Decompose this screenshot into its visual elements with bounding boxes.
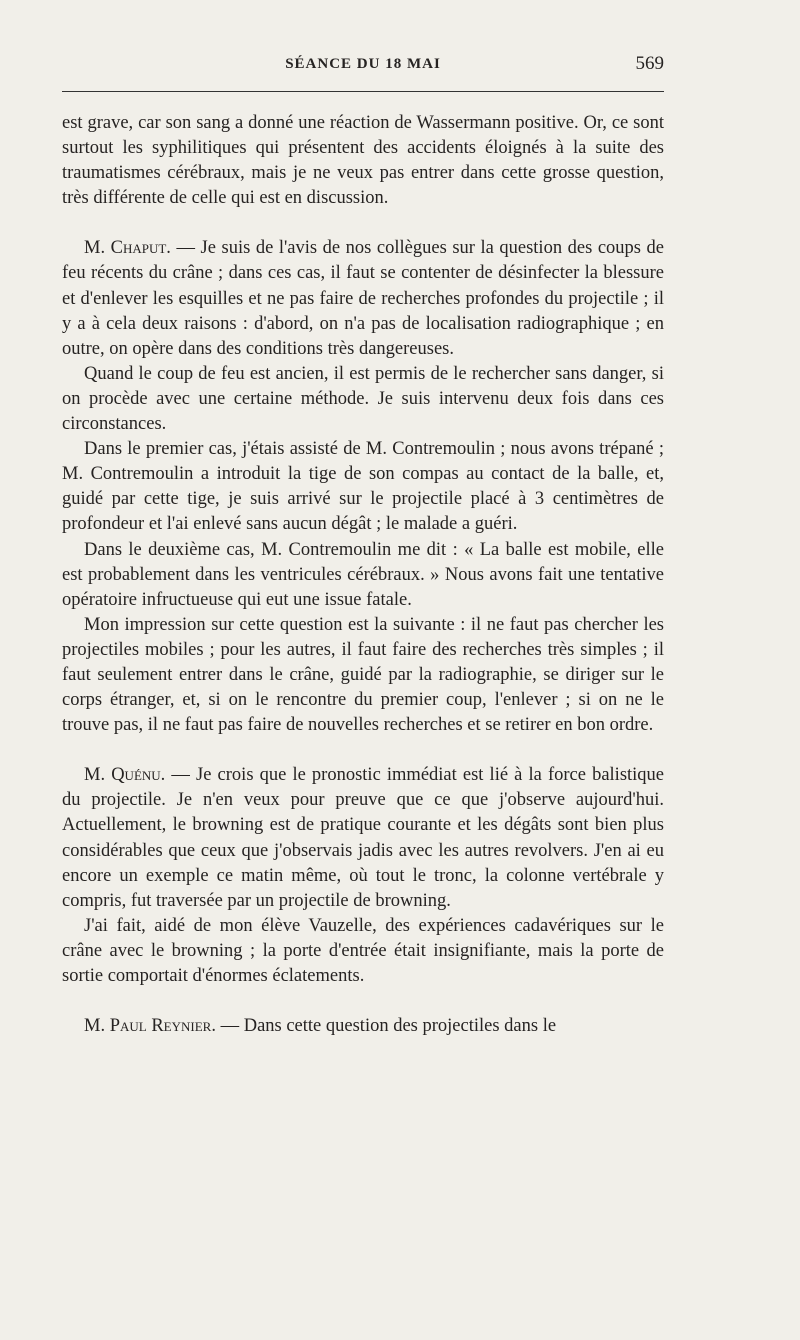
page-body [62,111,664,1039]
paragraph-quenu [62,763,664,914]
paragraph [62,362,664,437]
paragraph [62,613,664,738]
speaker-name: M. Quénu. [84,765,166,786]
header-rule [62,91,664,92]
paragraph-text: J'ai fait, aidé de mon élève Vauzelle, des expériences cadavériques sur le crâne avec le browning ; la porte d'entrée était insignifiante, mais la porte de sortie comportait d'énormes éclatements. [62,915,664,986]
paragraph-chaput [62,236,664,361]
paragraph-continuation [62,111,664,211]
paragraph-text: — Dans cette question des projectiles dans le [215,1016,557,1037]
paragraph [62,437,664,537]
paragraph [62,914,664,989]
paragraph-text: Mon impression sur cette question est la suivante : il ne faut pas chercher les projectiles mobiles ; pour les autres, il faut faire des recherches très simples ; il faut seulement entrer dans le crâne, guidé par la radiographie, se diriger sur le corps étranger, et, si on le rencontre du premier coup, l'enlever ; si on ne le trouve pas, il ne faut pas faire de nouvelles recherches et se retirer en bon ordre. [62,614,664,736]
page-number: 569 [635,53,664,74]
paragraph-reynier [62,1014,664,1039]
paragraph [62,538,664,613]
paragraph-text: — Je suis de l'avis de nos collègues sur la question des coups de feu récents du crâne ; dans ces cas, il faut se contenter de désinfecter la blessure et d'enlever les esquilles et ne pas faire de recherches profondes du projectile ; il y a à cela deux raisons : d'abord, on n'a pas de localisation radiographique ; en outre, on opère dans des conditions très dangereuses. [62,238,665,359]
running-title: SÉANCE DU 18 MAI [285,56,441,72]
paragraph-text: est grave, car son sang a donné une réaction de Wassermann positive. Or, ce sont surtout les syphilitiques qui présentent des accidents éloignés à la suite des traumatismes cérébraux, mais je ne veux pas entrer dans cette grosse question, très différente de celle qui est en discussion. [62,113,664,209]
paragraph-text: Quand le coup de feu est ancien, il est permis de le rechercher sans danger, si on procède avec une certaine méthode. Je suis intervenu deux fois dans ces circonstances. [62,363,664,435]
paragraph-text: Dans le premier cas, j'étais assisté de M. Contremoulin ; nous avons trépané ; M. Contremoulin a introduit la tige de son compas au contact de la balle, et, guidé par cette tige, je suis arrivé sur le projectile placé à 3 centimètres de profondeur et l'ai enlevé sans aucun dégât ; le malade a guéri. [62,439,664,535]
page-header [62,48,664,80]
paragraph-text: Dans le deuxième cas, M. Contremoulin me dit : « La balle est mobile, elle est probablement dans les ventricules cérébraux. » Nous avons fait une tentative opératoire infructueuse qui eut une issue fatale. [62,539,664,610]
paragraph-text: — Je crois que le pronostic immédiat est lié à la force balistique du projectile. Je n'en veux pour preuve que ce que j'observe aujourd'hui. Actuellement, le browning est de pratique courante et les dégâts sont bien plus considérables que ceux que j'observais jadis avec les autres revolvers. J'en ai eu encore un exemple ce matin même, où tout le tronc, la colonne vertébrale y compris, fut traversée par un projectile de browning. [62,765,665,911]
speaker-name: M. Chaput. [84,238,171,259]
speaker-name: M. Paul Reynier. [84,1016,216,1037]
